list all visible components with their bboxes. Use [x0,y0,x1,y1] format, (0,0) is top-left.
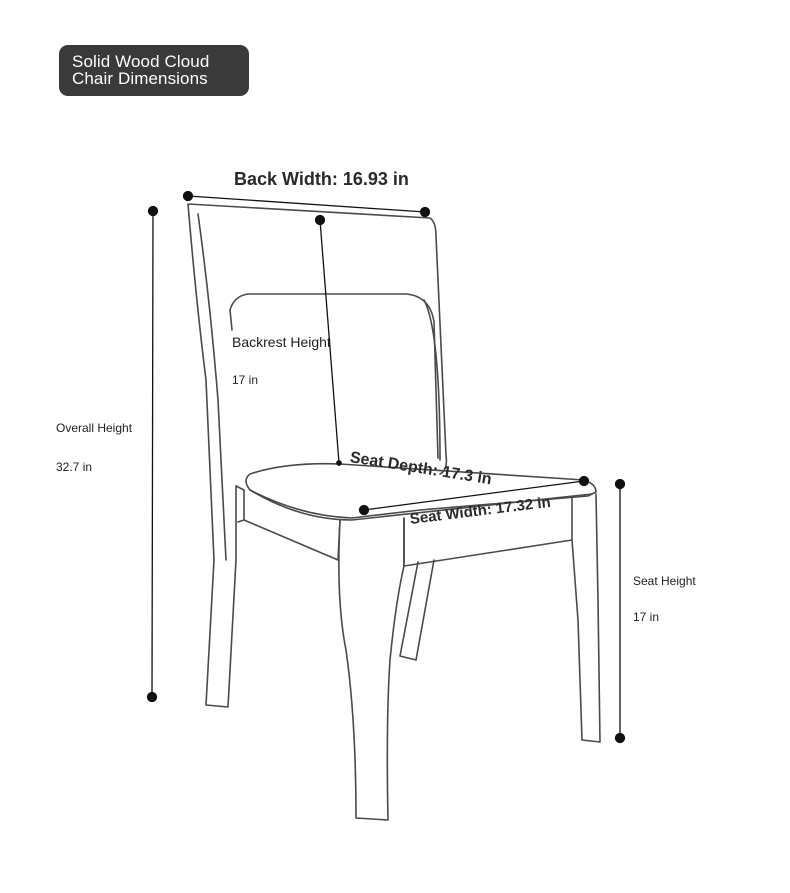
back-width-dot-left [184,192,193,201]
backrest-height-value: 17 in [232,373,259,387]
back-width-line [188,196,425,212]
seat-width-dot-right [580,477,589,486]
seat-height-dot-bottom [616,734,625,743]
backrest-height-dot-top [316,216,325,225]
seat-width-label: Seat Width: 17.32 in [408,493,552,528]
title-badge [59,45,249,96]
seat-width-dot-left [360,506,369,515]
overall-height-label: Overall Height [56,421,133,435]
backrest-height-label: Backrest Height [232,334,331,350]
title-line-2: Chair Dimensions [72,69,208,88]
seat-height-value: 17 in [633,610,660,624]
back-width-label: Back Width: 16.93 in [234,169,409,189]
seat-height-label: Seat Height [633,574,696,588]
overall-height-dot-top [149,207,158,216]
backrest-height-dot-bottom [337,461,341,465]
overall-height-line [152,211,153,697]
title-line-1: Solid Wood Cloud [72,52,210,71]
back-width-dot-right [421,208,430,217]
seat-depth-label: Seat Depth: 17.3 in [348,449,493,489]
seat-height-dot-top [616,480,625,489]
overall-height-value: 32.7 in [56,460,93,474]
overall-height-dot-bottom [148,693,157,702]
